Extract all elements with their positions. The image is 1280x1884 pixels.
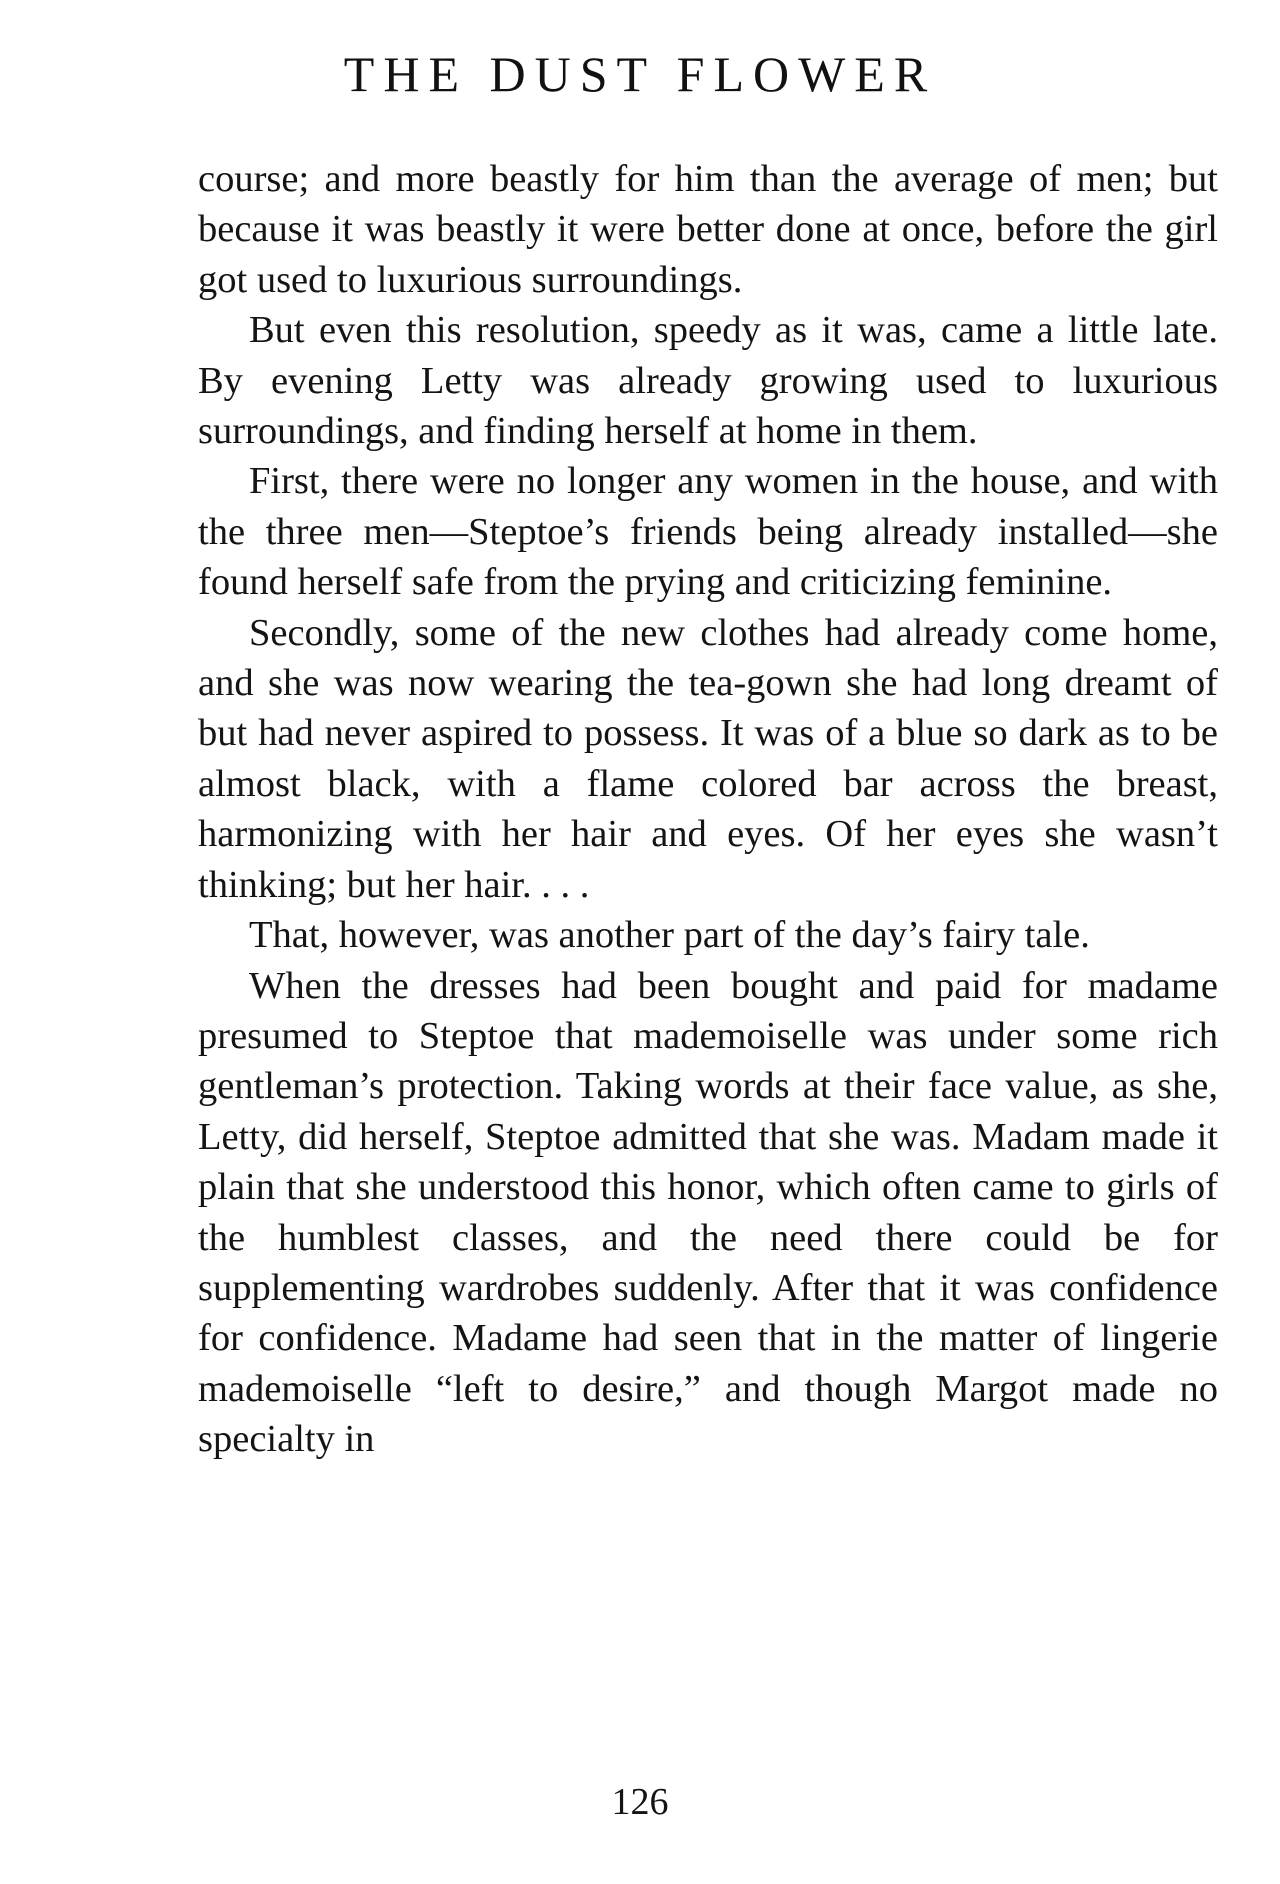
running-head: THE DUST FLOWER <box>343 46 937 102</box>
paragraph-continued: course; and more beastly for him than the average of men; but because it was beastly it were better done at once, before the girl got used to luxurious surroundings. <box>198 158 1218 301</box>
paragraph: That, however, was another part of the day’s fairy tale. <box>249 914 1090 957</box>
paragraph: First, there were no longer any women in the house, and with the three men—Steptoe’s friends being already installed—she found herself safe from the prying and criticizing feminine. <box>198 460 1218 604</box>
paragraph: Secondly, some of the new clothes had already come home, and she was now wearing the tea-gown she had long dreamt of but had never aspired to possess. It was of a blue so dark as to be almost black, with a flame colored bar across the breast, harmonizing with her hair and eyes. Of her eyes she wasn’t thinking; but her hair. . . . <box>198 611 1218 906</box>
paragraph: When the dresses had been bought and paid for madame presumed to Steptoe that mademoiselle was under some rich gentleman’s protection. Taking words at their face value, as she, Letty, did herself, Steptoe admitted that she was. Madam made it plain that she understood this honor, which often came to girls of the humblest classes, and the need there could be for supplementing wardrobes suddenly. After that it was confidence for confidence. Madame had seen that in the matter of lingerie mademoiselle “left to desire,” and though Margot made no specialty in <box>198 964 1218 1461</box>
body-text <box>198 154 1218 1465</box>
paragraph: But even this resolution, speedy as it was, came a little late. By evening Letty was already growing used to luxurious surroundings, and finding herself at home in them. <box>198 309 1218 453</box>
page-number: 126 <box>611 1781 669 1823</box>
